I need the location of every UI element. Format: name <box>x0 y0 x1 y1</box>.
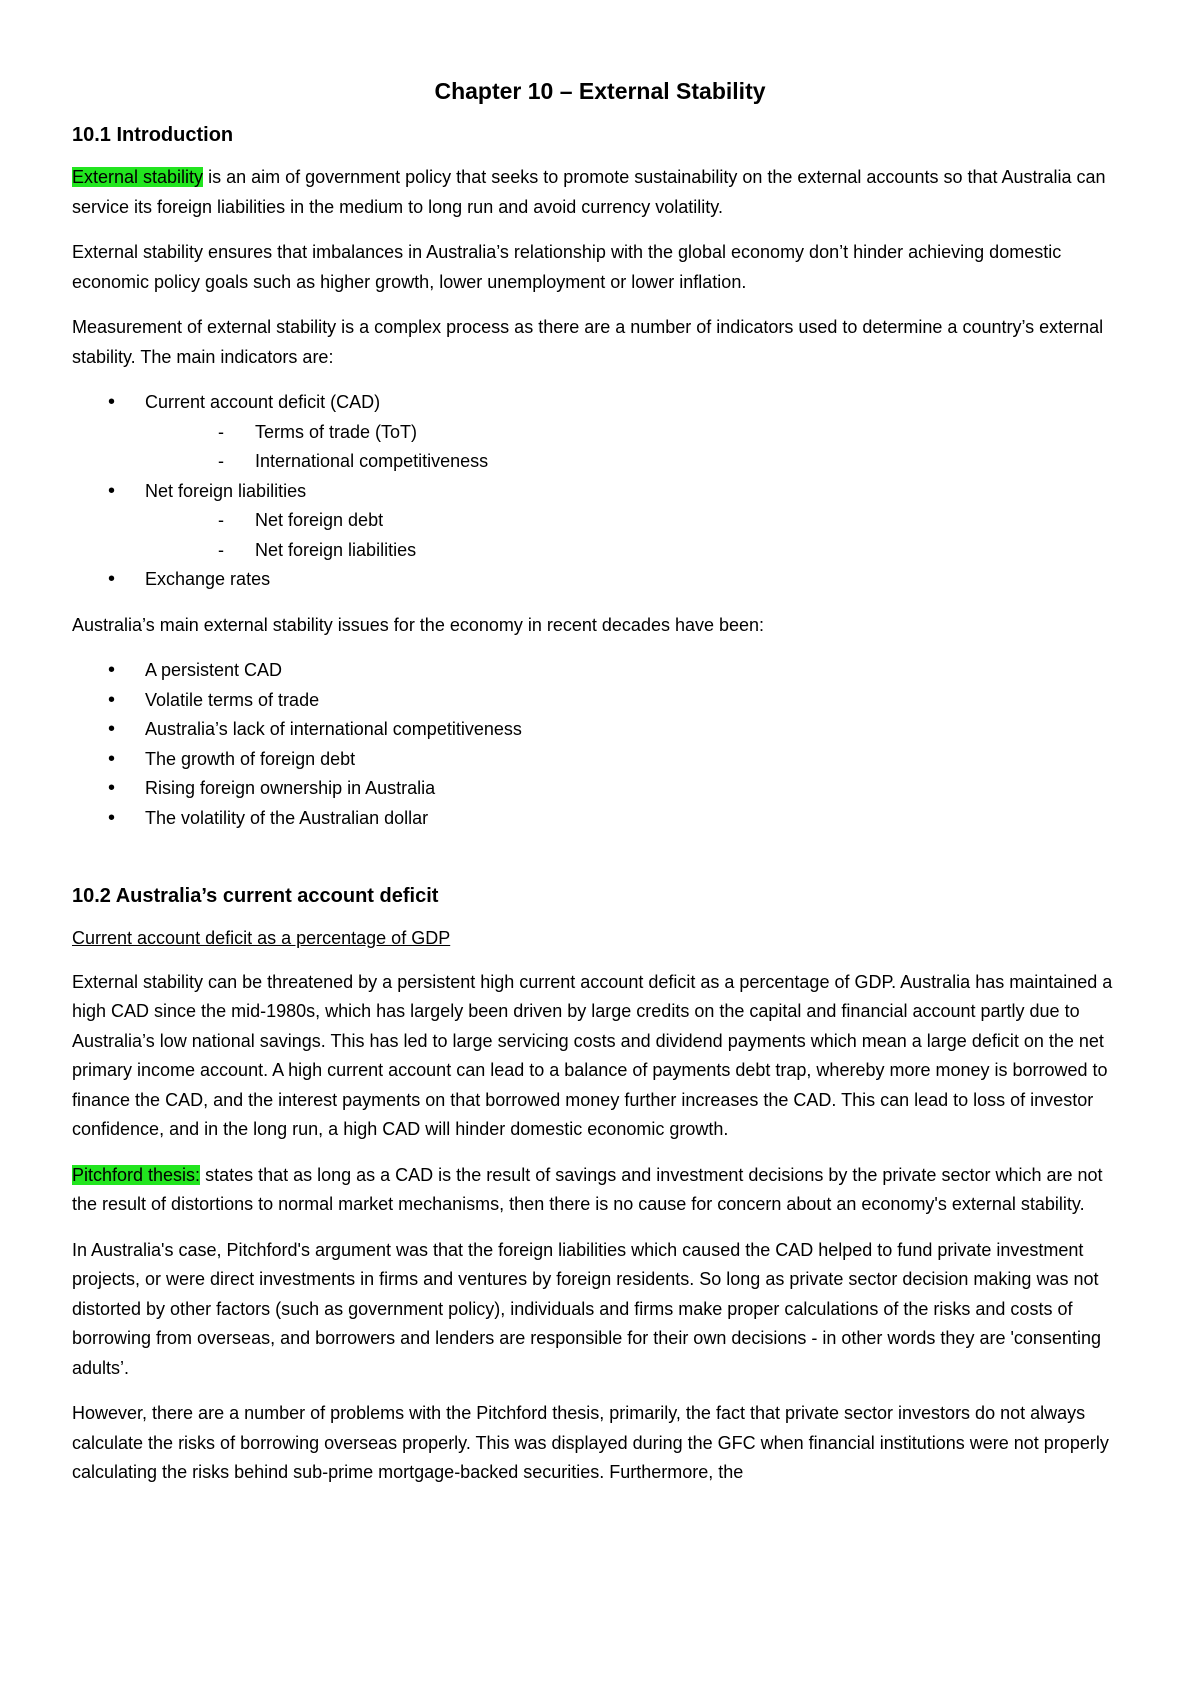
list-item <box>72 565 1128 595</box>
list-item: • The growth of foreign debt <box>72 745 1128 775</box>
list-item: • A persistent CAD <box>72 656 1128 686</box>
section-heading-cad: 10.2 Australia’s current account deficit <box>72 885 439 907</box>
paragraph-purpose: External stability ensures that imbalances in Australia’s relationship with the global economy don’t hinder achieving domestic economic policy goals such as higher growth, lower unemployment or lower inflation. <box>72 242 1062 292</box>
list-item: • The volatility of the Australian dollar <box>72 804 1128 834</box>
sub-list <box>145 418 1128 477</box>
list-item: • Volatile terms of trade <box>72 686 1128 716</box>
sub-heading: Current account deficit as a percentage of GDP <box>72 928 451 948</box>
list-item <box>72 477 1128 566</box>
paragraph-measurement: Measurement of external stability is a complex process as there are a number of indicators used to determine a country’s external stability. The main indicators are: <box>72 317 1104 367</box>
list-item: • Rising foreign ownership in Australia <box>72 774 1128 804</box>
section-heading-introduction: 10.1 Introduction <box>72 124 234 146</box>
list-item-label: Exchange rates <box>145 569 271 589</box>
paragraph-cad: External stability can be threatened by a persistent high current account deficit as a percentage of GDP. Australia has maintained a high CAD since the mid-1980s, which has largely been driven by large credits on the capital and financial account partly due to Australia’s low national savings. This has led to large servicing costs and dividend payments which mean a large deficit on the net primary income account. A high current account can lead to a balance of payments debt trap, whereby more money is borrowed to finance the CAD, and the interest payments on that borrowed money further increases the CAD. This can lead to loss of investor confidence, and in the long run, a high CAD will hinder domestic economic growth. <box>72 971 1113 1139</box>
highlighted-term: External stability <box>72 167 204 187</box>
list-item: • Australia’s lack of international competitiveness <box>72 715 1128 745</box>
issues-list <box>72 656 1128 833</box>
paragraph-definition <box>72 163 1128 222</box>
sub-list <box>145 506 1128 565</box>
paragraph-text: is an aim of government policy that seeks to promote sustainability on the external accounts so that Australia can service its foreign liabilities in the medium to long run and avoid currency volatility. <box>72 167 1106 217</box>
paragraph-pitchford <box>72 1161 1128 1220</box>
list-item <box>72 388 1128 477</box>
page-title: Chapter 10 – External Stability <box>434 78 766 104</box>
indicator-list <box>72 388 1128 595</box>
sub-list-item: - Net foreign debt <box>72 506 1128 536</box>
sub-list-item: - Terms of trade (ToT) <box>72 418 1128 448</box>
sub-list-item: - International competitiveness <box>72 447 1128 477</box>
list-item-label: Current account deficit (CAD) <box>145 392 381 412</box>
paragraph-problems: However, there are a number of problems with the Pitchford thesis, primarily, the fact that private sector investors do not always calculate the risks of borrowing overseas properly. This was displayed during the GFC when financial institutions were not properly calculating the risks behind sub-prime mortgage-backed securities. Furthermore, the <box>72 1403 1109 1482</box>
paragraph-australia-case: In Australia's case, Pitchford's argument was that the foreign liabilities which caused the CAD helped to fund private investment projects, or were direct investments in firms and ventures by foreign residents. So long as private sector decision making was not distorted by other factors (such as government policy), individuals and firms make proper calculations of the risks and costs of borrowing from overseas, and borrowers and lenders are responsible for their own decisions - in other words they are 'consenting adults’. <box>72 1239 1101 1378</box>
highlighted-term: Pitchford thesis: <box>72 1164 201 1185</box>
sub-list-item: - Net foreign liabilities <box>72 536 1128 566</box>
list-item-label: Net foreign liabilities <box>145 480 307 501</box>
paragraph-issues-intro: Australia’s main external stability issues for the economy in recent decades have been: <box>72 614 765 635</box>
paragraph-text: states that as long as a CAD is the result of savings and investment decisions by the private sector which are not the result of distortions to normal market mechanisms, then there is no cause for concern about an economy's external stability. <box>72 1164 1103 1214</box>
